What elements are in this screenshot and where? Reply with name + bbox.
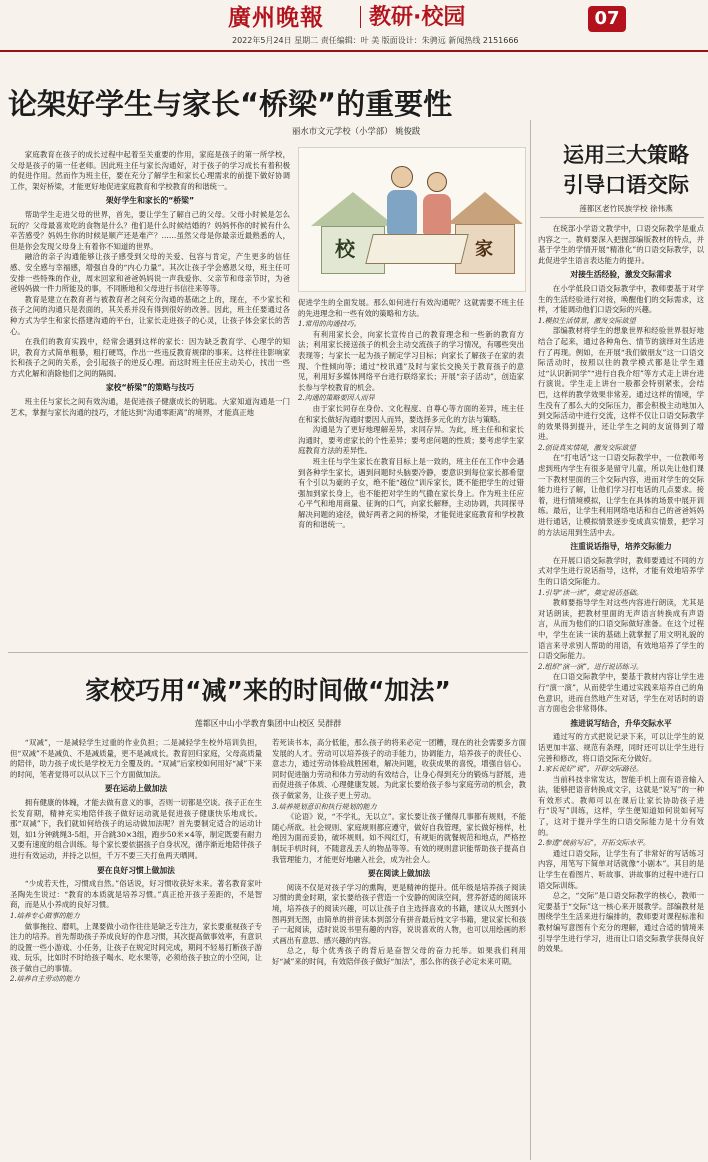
- home-character: 家: [475, 239, 493, 260]
- paragraph: 促进学生的全面发展。那么如何进行有效沟通呢？这就需要不班主任的先进理念和一些有效的策略和方法。: [298, 298, 524, 318]
- article2-byline: 莲都区中山小学教育集团中山校区 吴群群: [194, 719, 342, 728]
- paragraph: “双减”，一是减轻学生过重的作业负担；二是减轻学生校外培训负担，但“双减”不是减负、不是减质量，更不是减成长。教育回归家庭，父母高质量的陪伴，助力孩子成长是学校无力全覆及的。“双减”后家校如何用好“减”下来的时间，笔者觉得可以从以下三个方面做加法。: [10, 738, 262, 779]
- header-separator: [360, 6, 361, 28]
- paragraph: 部编教材将学生的想象世界和经验世界很好地结合了起来，通过各种角色、情节的演绎对生活进行了再现。例如，在开展“我们做朋友”这一口语交际活动时，按照以往的教学模式都是让学生通过“认识新同学”“进行自我介绍”等方式走上讲台进行演说。学生走上讲台一般都会特别紧张，会结巴，这样的教学效果非常差。通过这样的情境，学生没有了那么大的交际压力，都会积极主动地加入到交际活动中进行交流，这样不仅让口语交际教学的效果得到提升，还让学生之间的友谊得到了增进。: [538, 326, 704, 442]
- sub-heading: 2.创设真实情境，激发交际欲望: [538, 443, 636, 452]
- section-heading: 架好学生和家长的“桥梁”: [105, 196, 195, 206]
- paragraph: 在统部小学语文教学中，口语交际教学是重点内容之一。教师要深入把握部编版教材的特点，并基于学生的学情开展“精准化”的口语交际教学，以此促进学生语言表达能力的提升。: [538, 224, 704, 265]
- paragraph: 阅读不仅是对孩子学习的熏陶，更是精神的提升。低年级是培养孩子阅读习惯的黄金时期，家长要给孩子营造一个安静的阅读空间，营养舒适的阅读环境，培养孩子的阅读兴趣，可以让孩子自主选择喜欢的书籍，建议从大图到小图再到无图，由简单的拼音读本到部分有拼音最后纯文字书籍，建议家长和孩子一起阅读，适时说说书里有趣的内容，说说喜欢的人物，也可以用绘画的形式画出有意思、感兴趣的内容。: [272, 882, 526, 945]
- paragraph: 教师要指导学生对这些内容进行朗读，尤其是对话朗读，把教材里面的无声语言转换成有声语言，从而为他们的口语交际做好准备。在这个过程中，学生在读一读的基础上就掌握了用文明礼貌的语言来寻求别人帮助的用语，有效地培养了学生的口语交际能力。: [538, 598, 704, 661]
- section-heading: 注重说话指导，培养交际能力: [570, 542, 672, 552]
- paragraph: 由于家长同存在身份、文化程度、自尊心等方面的差异，班主任在和家长做好沟通时要因人而异，要选择多元化的方法与策略。: [298, 403, 524, 424]
- paragraph: 有利用家长会，向家长宣传自己的教育理念和一些新的教育方法；利用家长接送孩子的机会主动交流孩子的学习情况，有哪些突出表现等；与家长一起为孩子制定学习目标；向家长了解孩子在家的表现、个性倾向等；通过“校讯通”及时与家长交换关于教育孩子的意见，利用好多媒体网络平台进行联络家长；开展“亲子活动”，创造家长参与学校教育的机会。: [298, 329, 524, 392]
- article3-byline: 莲都区老竹民族学校 徐伟燕: [579, 204, 673, 213]
- paragraph: 总之，“交际”是口语交际教学的核心，教师一定要基于“交际”这一核心来开展教学。部编教材是围绕学生生活来进行编排的，教师要对课程标准和教材编写意图有个充分的理解，通过合适的情境来引导学生进行学习，进而让口语交际教学获得良好的效果。: [538, 891, 704, 954]
- paragraph: 班主任与学生家长在教育目标上是一致的，班主任在工作中会遇到各种学生家长，遇到问题时头脑要冷静，要意识到每位家长都希望有个引以为豪的子女，绝不能“越位”训斥家长，既不能把学生的过错强加到家长身上，也不能把对学生的气撒在家长身上。作为班主任应心平气和地用商量、征询的口气，向家长解释，主动协调，共同探寻解决问题的途径，做好两者之间的桥梁，才能促进家庭教育和学校教育的和谐统一。: [298, 456, 524, 530]
- paragraph: 做事拖拉、磨叽，上课要做小动作往往是缺乏专注力，家长要重视孩子专注力的培养。首先帮助孩子养成良好的作息习惯，其次提高做事效率，有意识的设置一些小游戏、小任务，让孩子在规定时间完成，期间不轻易打断孩子游戏、玩乐，比如时不时给孩子喝水、吃水果等，必须给孩子独立的小空间，让孩子做自己的事情。: [10, 921, 262, 973]
- paragraph: 沟通是为了更好地理解差异，求同存异。为此，班主任和和家长沟通时，要考虑家长的个性差异；要考虑问题的性质；要考虑学生家庭教育方法的差异性。: [298, 425, 524, 456]
- issue-meta-line: 2022年5月24日 星期二 责任编辑：叶 美 版面设计：朱骋远 新闻热线 2151666: [232, 36, 519, 45]
- article3-body: [538, 224, 704, 1158]
- paragraph: 融洽的亲子沟通能够让孩子感受到父母的关爱、包容与肯定，产生更多的信任感、安全感与幸福感，增强自身的“内心力量”。其次让孩子学会感恩父母，班主任可安排一些特殊的作业，周末回家和爸爸妈妈说一声我爱你、父亲节和母亲节时，为爸爸妈妈做一件力所能及的事，不同断地和父母进行书信往来等等。: [10, 252, 290, 294]
- paragraph: 总之，每个优秀孩子的背后是奋智父母的奋力托举。如果我们利用好“减”来的时间，有效陪伴孩子做好“加法”，那么你的孩子必定未来可期。: [272, 946, 526, 966]
- paragraph: 通过口语交际，让学生有了非常好的写话练习内容，用笔写下简单对话就像“小剧本”。其目的是让学生在看图片、听故事、讲故事的过程中进行口语交际训练。: [538, 848, 704, 890]
- page-header: [0, 0, 708, 46]
- sub-heading: 1.培养专心做事的能力: [10, 911, 80, 920]
- paragraph: 在“打电话”这一口语交际教学中，一位教师考虑到班内学生有很多是留守儿童，所以先让他们课一下教材里面的三个交际内容，进而对学生的交际能力进行了解，让他们学习打电话的几点要求。接着，进行情境模拟，让学生在具体的场景中展开训练。最后，让学生利用网络电话和自己的爸爸妈妈进行通话，让模拟情景逐步变成真实情景，把学习的方法运用到生活中去。: [538, 453, 704, 537]
- section-heading: 要在运动上做加法: [104, 784, 168, 794]
- section-title: 教研·校园: [369, 5, 466, 30]
- sub-heading: 3.培养规划意识和执行规划的能力: [272, 802, 377, 811]
- sub-heading: 1.常用的沟通技巧。: [298, 320, 361, 329]
- sub-heading: 1.引导“读一读”，奠定说话基础。: [538, 588, 643, 597]
- school-roof-shape: [311, 192, 395, 226]
- paragraph: 在小学低段口语交际教学中，教师要基于对学生的生活经验进行对接，唤醒他们的交际需求，这样，才能调动他们口语交际的兴趣。: [538, 283, 704, 315]
- section-heading: 要在阅读上做加法: [367, 869, 431, 879]
- section-heading: 推进说写结合，升华交际水平: [570, 718, 672, 728]
- article-divider: [8, 652, 528, 653]
- column-divider: [530, 120, 531, 1160]
- sub-heading: 2.培养自主劳动的能力: [10, 975, 80, 984]
- paragraph: 拥有健康的体魄，才能去做有意义的事，否则一切都是空谈。孩子正在生长发育期，精神充实地陪伴孩子做好运动就是促进孩子健康快乐地成长。那“双减”下，我们就如何给孩子的运动做加法呢？首先要制定适合的运动计划，如1分钟跳绳3-5组，开合跳30×3组，跑步50米×4等，制定既要有耐力又要有速度的组合训练。每个家长要依据孩子自身状况，循序渐近地陪伴孩子进行有效运动，并持之以恒，千万不要三天打鱼两天晒网。: [10, 797, 262, 860]
- paragraph: 若死读书本，高分低能，那么孩子的将来必定一团糟，现在的社会需要多方面发展的人才。劳动可以培养孩子的动手能力，协调能力，培养孩子的责任心、意志力，通过劳动体验战胜困难，解决问题，收获成果的喜悦，增强自信心。同时促进脑力劳动和体力劳动的有效结合，让身心得到充分的锻炼与舒展，进而促进孩子体质、心理健康发展。为此家长要给孩子参与家庭劳动的机会，教孩子做家务，让孩子更上劳动。: [272, 738, 526, 800]
- paragraph: 教育是建立在教育者与被教育者之间充分沟通的基础之上的，现在，不少家长和孩子之间的沟通只是表面的，其关系并没有得到很好的改善。因此，班主任要通过各种方式为学生和家长搭建沟通的平台，让家长走进孩子的心灵，让孩子体会家长的苦心。: [10, 294, 290, 336]
- newspaper-masthead: 廣州晚報: [228, 4, 324, 31]
- article3-rule: [540, 217, 704, 218]
- school-character: 校: [335, 237, 355, 261]
- paragraph: 在我们的教育实践中，经常会遇到这样的家长：因为缺乏教育学、心理学的知识，教育方式简单粗暴，粗打硬骂，作出一些违反教育规律的事来。这样往往影响家长和孩子之间的关系，会引起孩子的逆反心理。而这时班主任应主动关心，找出一些方式化解和消除他们之间的隔阂。: [10, 337, 290, 378]
- article2-column-2: [272, 738, 526, 1158]
- section-heading: 对接生活经验，激发交际需求: [570, 270, 672, 280]
- sub-heading: 1.家长说好“说”，开辟交际路径。: [538, 765, 643, 774]
- paragraph: “少成若天性，习惯成自然。”俗话说，好习惯收获好未来。著名教育家叶圣陶先生说过：“教育的本质就是培养习惯。”真正抢开孩子差距的，不是智商，而是从小养成的良好习惯。: [10, 879, 262, 910]
- paragraph: 在开展口语交际教学时，教师要通过不同的方式对学生进行说话指导，这样，才能有效地培养学生的口语交际能力。: [538, 555, 704, 586]
- article3-title: 运用三大策略 引导口语交际: [563, 143, 689, 197]
- sub-heading: 1.模拟生活情景，激发交际欲望: [538, 316, 636, 325]
- home-roof-shape: [447, 192, 523, 224]
- paragraph: 当前科技非常发达，智能手机上面有语音输入法，能够把语音转换成文字，这就是“说写”的一种有效形式。教师可以在课后让家长协助孩子进行“说写”训练，这样，学生便知道如何说如何写了，这对于提升学生的口语交际能力是十分有效的。: [538, 774, 704, 837]
- sub-heading: 2.沟通的策略要因人而异: [298, 394, 375, 403]
- header-rule: [0, 50, 708, 52]
- paragraph: 家庭教育在孩子的成长过程中起着至关重要的作用，家庭是孩子的第一所学校，父母是孩子的第一任老师。因此班主任与家长沟通好，对于孩子的学习成长有着积极的促进作用。然而作为班主任，要在充分了解学生和家长心理需求的前提下做好协调工作，架好桥梁，才能更好地促进家庭教育和学校教育的和谐统一。: [10, 150, 290, 191]
- section-heading: 家校“桥梁”的策略与技巧: [105, 383, 195, 393]
- page-number-badge: 07: [588, 6, 626, 32]
- article1-byline: 丽水市文元学校（小学部） 姚俊跋: [292, 126, 421, 136]
- article1-title: 论架好学生与家长“桥梁”的重要性: [8, 87, 453, 121]
- article1-column-1: [10, 150, 290, 644]
- figure-head: [427, 172, 447, 192]
- figure-body: [387, 190, 417, 234]
- paragraph: 班主任与家长之间有效沟通，是促进孩子健康成长的钥匙。大家知道沟通是一门艺术，掌握与家长沟通的技巧，才能达到“沟通零距离”的境界，才能真正地: [10, 397, 290, 417]
- article2-title: 家校巧用“减”来的时间做“加法”: [85, 676, 451, 705]
- sub-heading: 2.参透“统前写后”，开拓交际水平。: [538, 839, 650, 848]
- figure-head: [391, 166, 413, 188]
- paragraph: 帮助学生走进父母的世界，首先，要让学生了解自己的父母。父母小时候是怎么玩的？父母最喜欢吃的食物是什么？他们是什么时候结婚的？妈妈怀你的时候有什么辛苦感受？妈妈生你的时候是顺产还是难产？……虽然父母是你最亲近最熟悉的人，但是你会发现父母身上有着你不知道的世界。: [10, 209, 290, 251]
- paragraph: 《论语》说，“不学礼，无以立”。家长要让孩子懂得几事都有规则，不能随心所欲。社会规则、家庭规则都应遵守，做好自我管理，家长做好榜样，杜绝因为面而妥协，破坏规则。如不闯红灯，有规矩的就餐规范和地点，严格控制玩手机时间，不随意乱丢人的物品等等。有效的规则意识能帮助孩子提高自我管理能力，才能更好地融入社会，成为社会人。: [272, 812, 526, 864]
- sub-heading: 2.组织“演一演”，进行说话练习。: [538, 662, 643, 671]
- paragraph: 在口语交际教学中，要基于教材内容让学生进行“演一演”，从而使学生通过实践来培养自己的角色意识，进而自然地产生对话，学生在对话时的语言方面也会非常得体。: [538, 672, 704, 714]
- figure-body: [423, 194, 451, 234]
- article1-illustration: [298, 147, 526, 292]
- paragraph: 通过写的方式把说记录下来，可以让学生的说话更加丰富、规范有条理，同时还可以让学生进行完善和修改，将口语交际充分做好。: [538, 732, 704, 763]
- section-heading: 要在良好习惯上做加法: [97, 865, 175, 875]
- article2-column-1: [10, 738, 262, 1158]
- article1-column-2: [298, 298, 524, 644]
- bridge-book-shape: [365, 234, 468, 264]
